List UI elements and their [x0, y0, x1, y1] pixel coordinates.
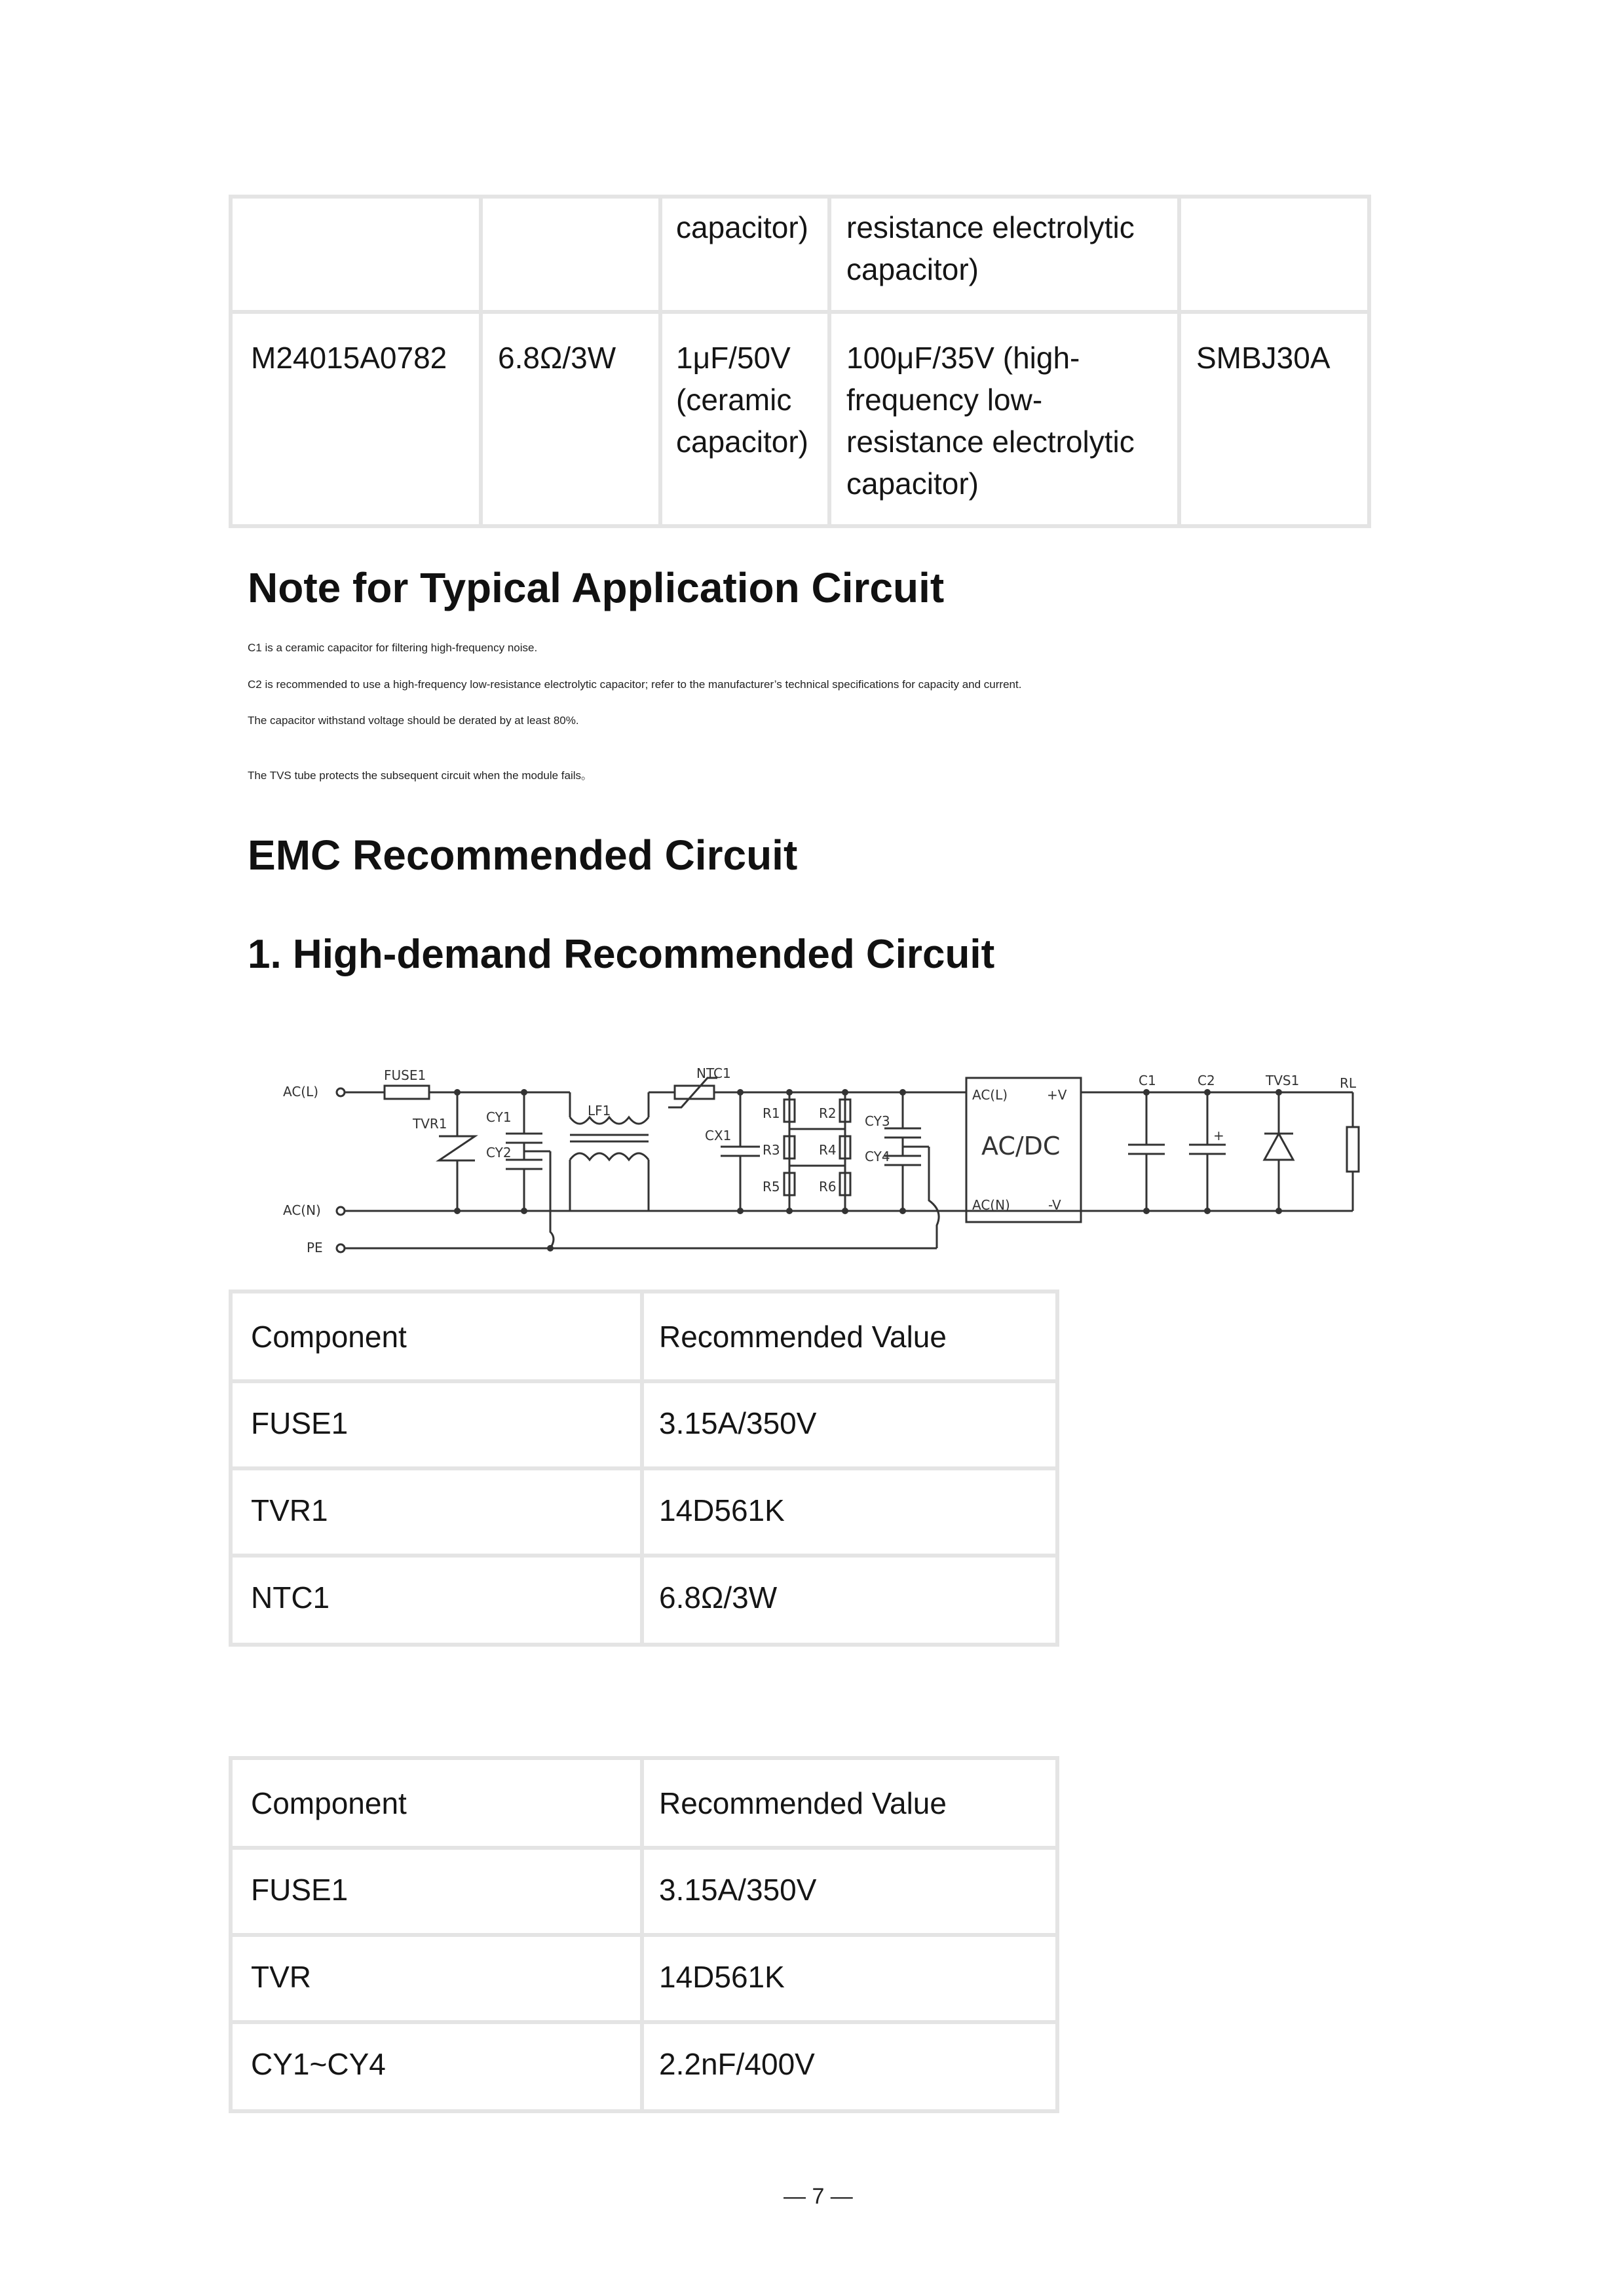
section-title-note: Note for Typical Application Circuit [248, 564, 945, 611]
subsection-title: 1. High-demand Recommended Circuit [248, 932, 995, 977]
table-header-cell: Component [251, 1320, 407, 1354]
table-divider [658, 199, 662, 524]
note-line: C2 is recommended to use a high-frequency low-resistance electrolytic capacitor; refer to the manufacturer’s technical specifications for capacity and current. [248, 678, 1022, 691]
label-module-acl: AC(L) [972, 1087, 1008, 1103]
label-tvr: TVR1 [413, 1116, 447, 1132]
table-cell: SMBJ30A [1196, 341, 1331, 375]
table-divider [233, 310, 1367, 314]
table-header-cell: Component [251, 1786, 407, 1820]
table-cell: CY1~CY4 [251, 2047, 386, 2081]
table-cell: capacitor) [846, 467, 979, 501]
note-line: The capacitor withstand voltage should be derated by at least 80%. [248, 714, 579, 727]
label-tvs1: TVS1 [1266, 1073, 1300, 1088]
label-r6: R6 [819, 1179, 837, 1195]
label-r1: R1 [763, 1105, 780, 1121]
label-module-vminus: -V [1048, 1197, 1061, 1213]
table-cell: 14D561K [659, 1493, 785, 1527]
label-pe: PE [307, 1240, 323, 1255]
table-cell: capacitor) [846, 252, 979, 286]
table-divider [233, 1466, 1055, 1470]
table-cell: NTC1 [251, 1580, 330, 1615]
table-cell: TVR1 [251, 1493, 328, 1527]
label-c1: C1 [1139, 1073, 1156, 1088]
label-cx1: CX1 [705, 1128, 732, 1143]
table-divider [640, 1293, 644, 1643]
table-cell: 6.8Ω/3W [498, 341, 616, 375]
table-cell: 2.2nF/400V [659, 2047, 815, 2081]
table-divider [479, 199, 483, 524]
label-module-name: AC/DC [981, 1132, 1061, 1160]
label-acn: AC(N) [283, 1202, 321, 1218]
note-line: C1 is a ceramic capacitor for filtering high-frequency noise. [248, 641, 538, 654]
table-cell: resistance electrolytic [846, 425, 1135, 459]
emc-circuit-diagram [262, 1052, 1376, 1268]
label-cy1: CY1 [486, 1109, 512, 1125]
table-divider [233, 1846, 1055, 1850]
label-c2: C2 [1198, 1073, 1215, 1088]
table-cell: capacitor) [676, 210, 808, 244]
table-cell: 3.15A/350V [659, 1873, 817, 1907]
table-cell: 1μF/50V [676, 341, 791, 375]
component-table-2 [229, 1756, 1059, 2113]
label-r4: R4 [819, 1142, 837, 1158]
component-table-1 [229, 1290, 1059, 1647]
section-title-emc: EMC Recommended Circuit [248, 832, 798, 879]
label-module-acn: AC(N) [972, 1197, 1010, 1213]
label-lf1: LF1 [588, 1103, 611, 1119]
table-cell: 3.15A/350V [659, 1406, 817, 1440]
spec-table-continued [229, 195, 1371, 528]
table-cell: resistance electrolytic [846, 210, 1135, 244]
label-cy2: CY2 [486, 1145, 512, 1160]
label-ntc1: NTC1 [696, 1065, 731, 1081]
label-fuse: FUSE1 [384, 1067, 426, 1083]
label-module-vplus: +V [1047, 1087, 1067, 1103]
label-c2-polarity: + [1213, 1128, 1224, 1143]
load-resistor [1347, 1127, 1359, 1172]
page-number: — 7 — [784, 2184, 853, 2209]
label-rl: RL [1340, 1075, 1357, 1091]
table-divider [233, 1933, 1055, 1937]
terminal-acl [337, 1088, 345, 1096]
table-cell: FUSE1 [251, 1873, 349, 1907]
fuse-symbol [385, 1086, 429, 1099]
table-cell: M24015A0782 [251, 341, 447, 375]
terminal-pe [337, 1244, 345, 1252]
terminal-acn [337, 1207, 345, 1215]
table-cell: capacitor) [676, 425, 808, 459]
label-cy4: CY4 [865, 1149, 890, 1164]
label-r5: R5 [763, 1179, 780, 1195]
table-cell: FUSE1 [251, 1406, 349, 1440]
label-acl: AC(L) [283, 1084, 319, 1100]
table-cell: (ceramic [676, 383, 792, 417]
table-divider [640, 1760, 644, 2109]
table-divider [233, 1554, 1055, 1558]
table-header-cell: Recommended Value [659, 1320, 947, 1354]
table-divider [233, 2020, 1055, 2024]
note-line: The TVS tube protects the subsequent circuit when the module fails。 [248, 769, 593, 782]
table-cell: 6.8Ω/3W [659, 1580, 778, 1615]
table-cell: 100μF/35V (high- [846, 341, 1080, 375]
table-cell: 14D561K [659, 1960, 785, 1994]
label-r3: R3 [763, 1142, 780, 1158]
table-header-cell: Recommended Value [659, 1786, 947, 1820]
label-r2: R2 [819, 1105, 837, 1121]
label-cy3: CY3 [865, 1113, 890, 1129]
table-cell: frequency low- [846, 383, 1043, 417]
table-divider [233, 1379, 1055, 1383]
table-divider [827, 199, 831, 524]
table-divider [1177, 199, 1181, 524]
table-cell: TVR [251, 1960, 311, 1994]
